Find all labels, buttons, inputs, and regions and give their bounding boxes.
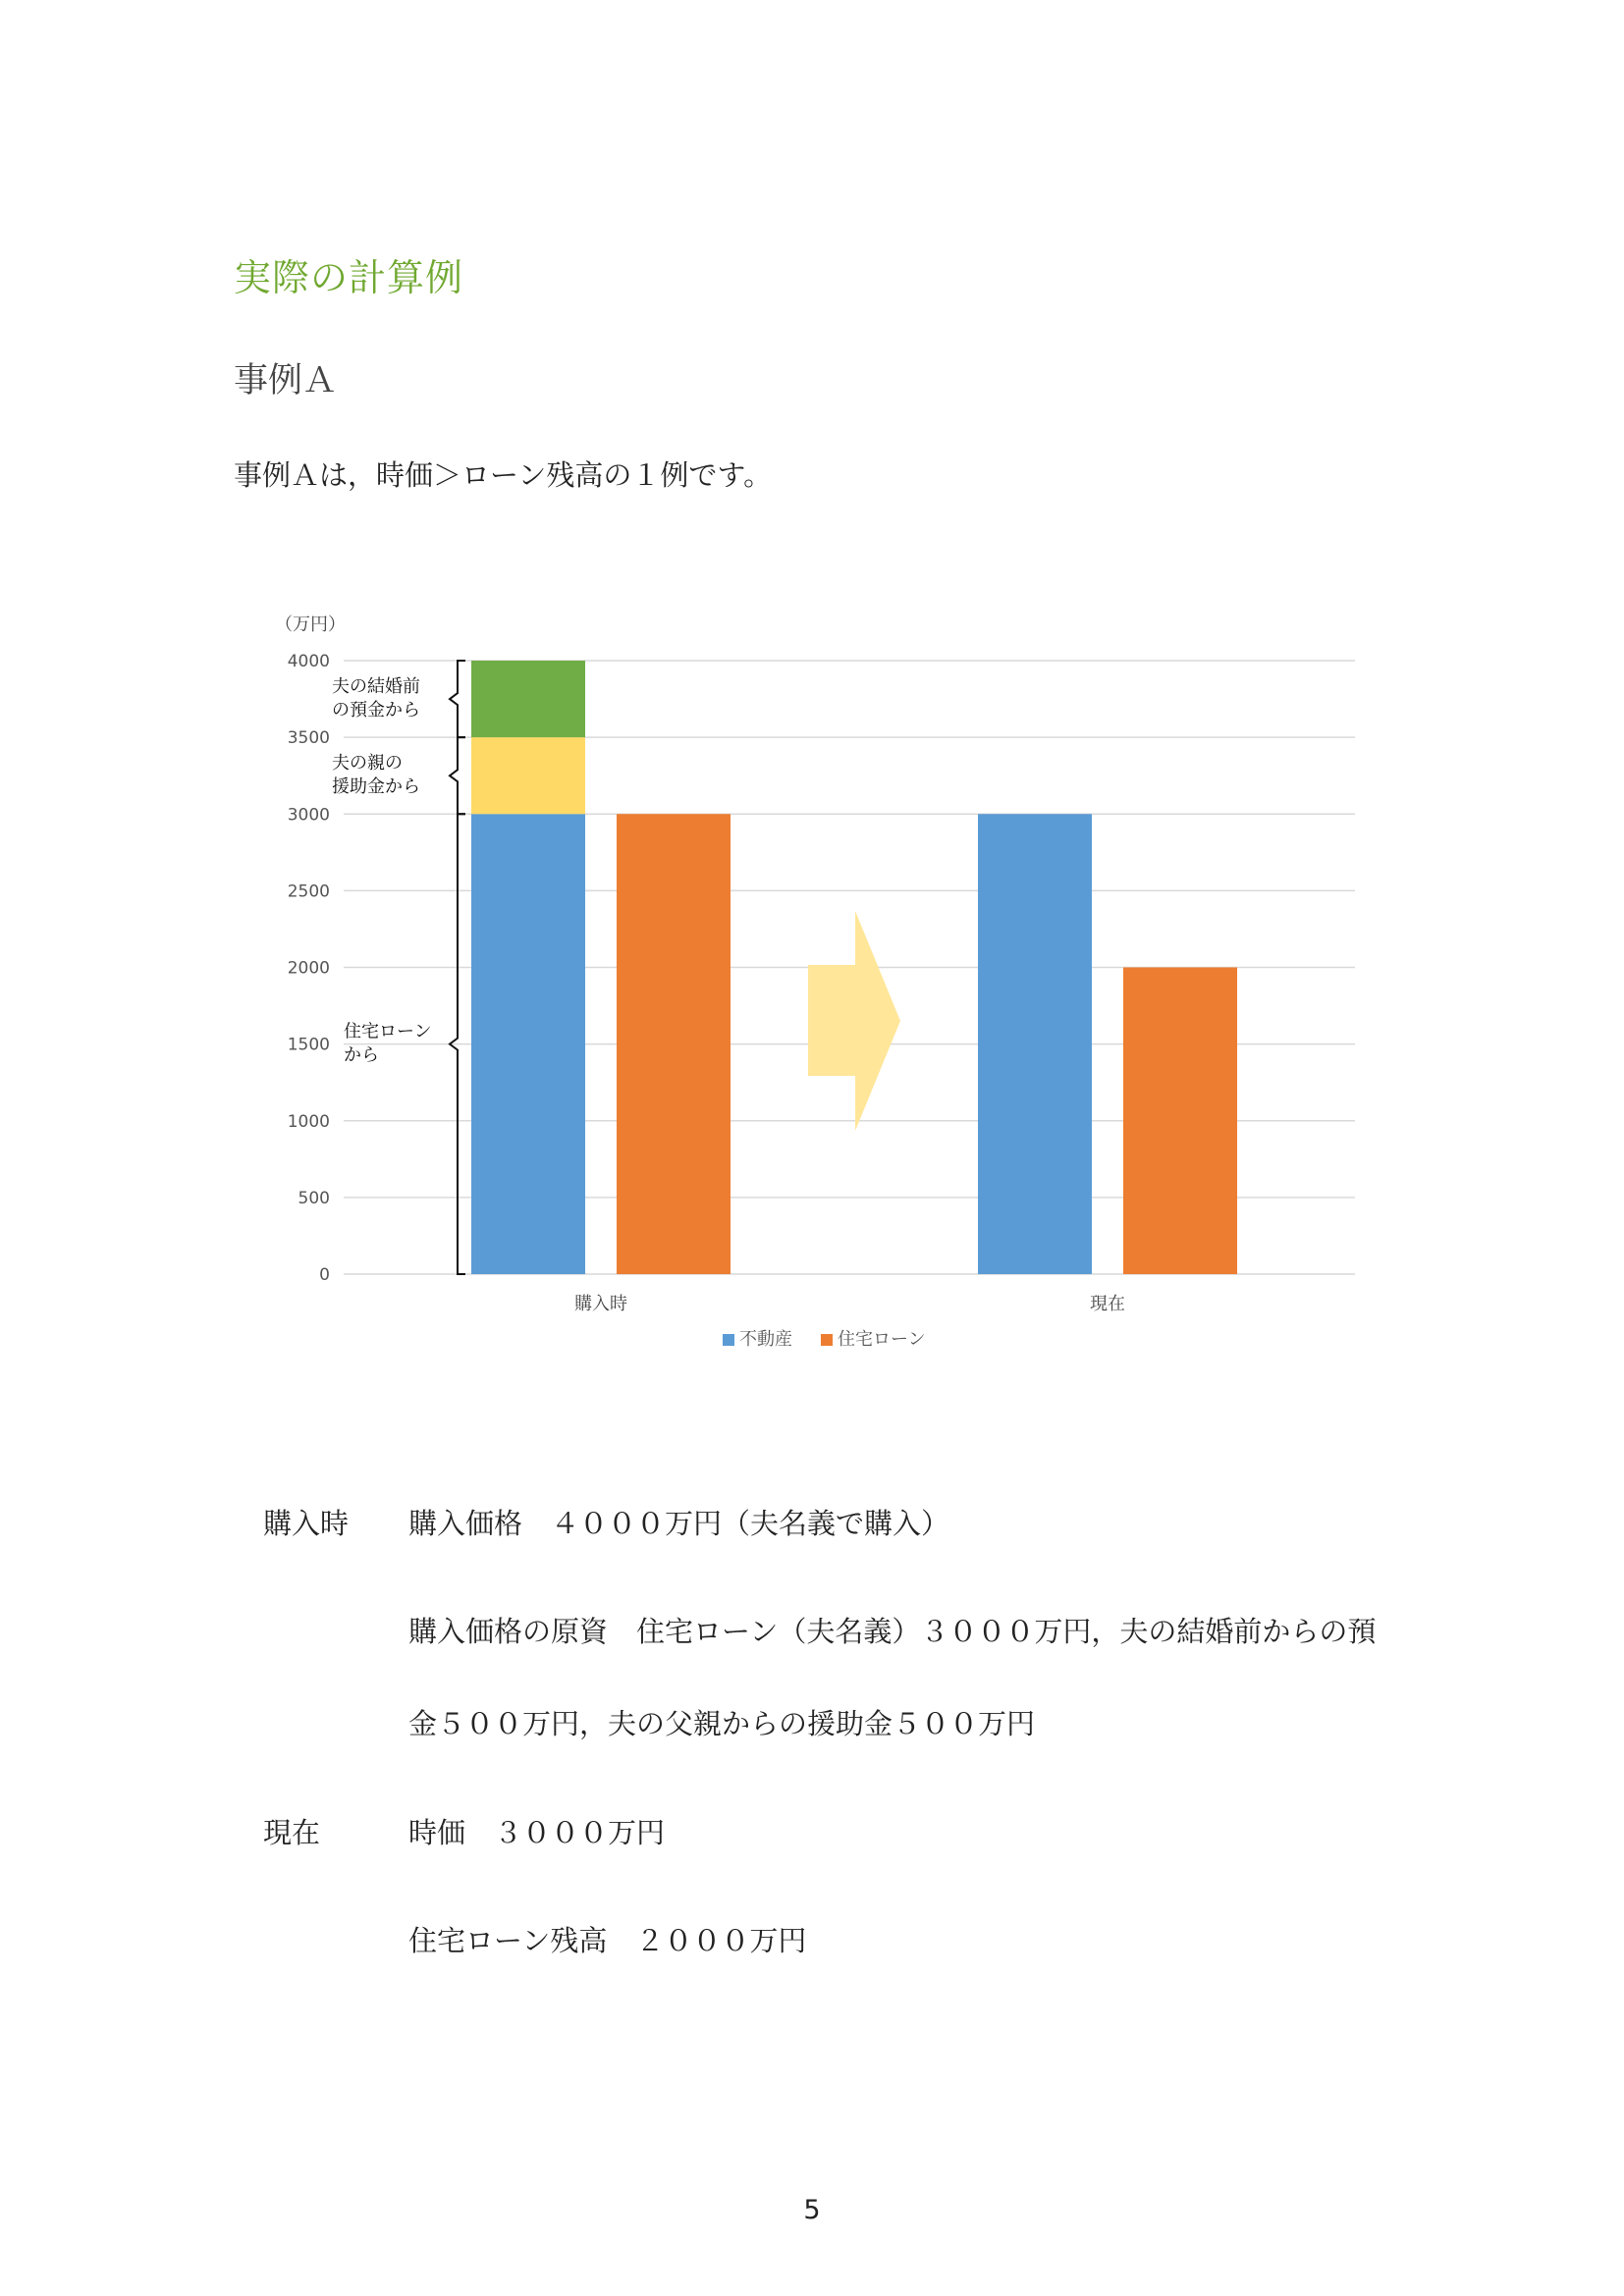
current-value-line: 時価 ３０００万円 xyxy=(408,1816,666,1849)
bar-chart xyxy=(245,597,1384,1372)
y-tick-label: 500 xyxy=(298,1188,330,1208)
transition-arrow xyxy=(808,911,900,1131)
y-tick-label: 1500 xyxy=(287,1035,330,1055)
lead-paragraph: 事例Ａは，時価＞ローン残高の１例です。 xyxy=(234,458,773,492)
loan-balance-line: 住宅ローン残高 ２０００万円 xyxy=(408,1924,807,1957)
stack-segment-savings xyxy=(471,661,585,737)
bar-purchase-loan xyxy=(617,814,731,1274)
legend-swatch xyxy=(821,1334,833,1346)
current-label: 現在 xyxy=(263,1816,321,1849)
purchase-label: 購入時 xyxy=(263,1507,350,1540)
y-tick-label: 3500 xyxy=(287,728,330,749)
section-heading: 実際の計算例 xyxy=(234,256,464,299)
annotation-brace xyxy=(450,737,465,814)
x-category-label: 現在 xyxy=(1090,1294,1125,1314)
purchase-funding-line: 購入価格の原資 住宅ローン（夫名義）３０００万円，夫の結婚前からの預 xyxy=(408,1615,1377,1648)
legend-label: 住宅ローン xyxy=(838,1329,926,1350)
case-heading: 事例Ａ xyxy=(234,361,338,400)
bar-current-loan xyxy=(1123,968,1237,1275)
bar-purchase-property xyxy=(471,814,585,1274)
x-category-label: 購入時 xyxy=(574,1294,627,1314)
y-tick-label: 2000 xyxy=(287,958,330,979)
annotation-label: 夫の親の xyxy=(332,753,403,774)
unit-label: （万円） xyxy=(275,614,346,635)
y-tick-label: 1000 xyxy=(287,1111,330,1132)
annotation-label: の預金から xyxy=(332,700,420,721)
annotation-label: 住宅ローン xyxy=(344,1021,432,1042)
page-number: 5 xyxy=(803,2195,821,2225)
annotation-label: から xyxy=(344,1044,379,1066)
y-tick-label: 3000 xyxy=(287,805,330,826)
purchase-funding-line-cont: 金５００万円，夫の父親からの援助金５００万円 xyxy=(408,1707,1036,1740)
annotation-label: 夫の結婚前 xyxy=(332,676,420,698)
purchase-price-line: 購入価格 ４０００万円（夫名義で購入） xyxy=(408,1507,950,1540)
legend-label: 不動産 xyxy=(739,1329,792,1350)
annotation-label: 援助金から xyxy=(332,776,420,798)
annotation-brace xyxy=(450,661,465,737)
y-tick-label: 4000 xyxy=(287,652,330,671)
y-tick-label: 0 xyxy=(319,1265,330,1285)
bar-current-property xyxy=(978,814,1092,1274)
stack-segment-gift xyxy=(471,737,585,814)
y-tick-label: 2500 xyxy=(287,881,330,902)
legend-swatch xyxy=(723,1334,734,1346)
